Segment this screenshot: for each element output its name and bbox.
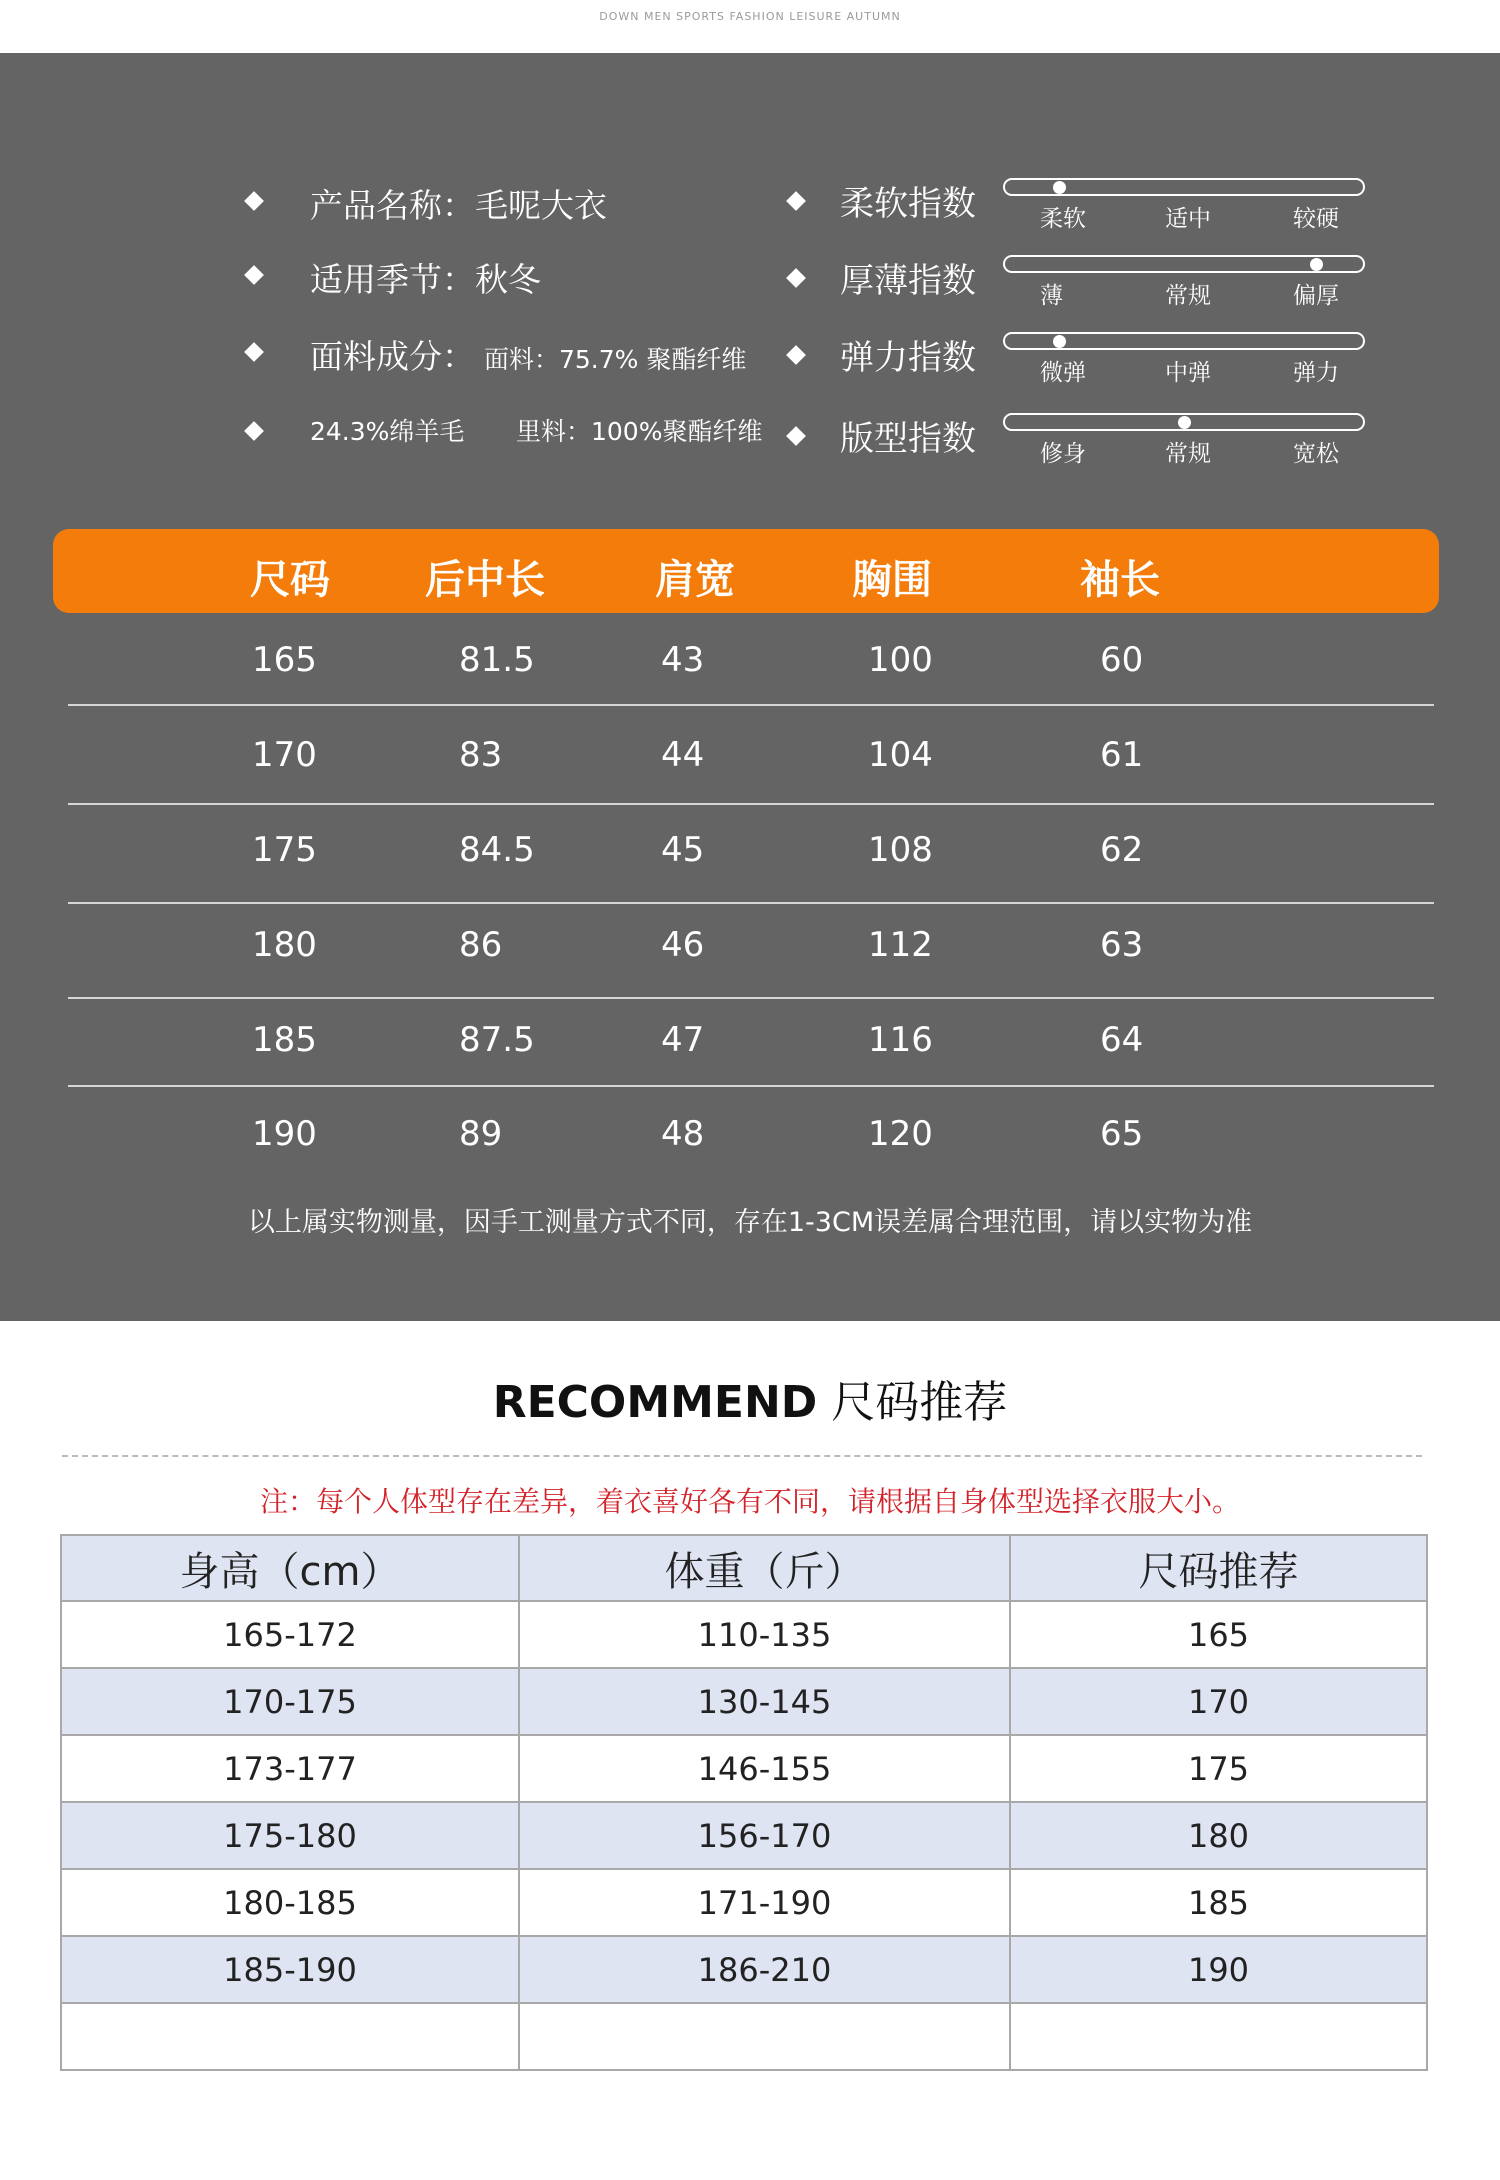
recommend-cell: 165 <box>1010 1601 1427 1668</box>
size-cell: 112 <box>868 925 933 965</box>
recommend-table <box>60 1534 1428 2071</box>
lining: 里料：100%聚酯纤维 <box>516 417 763 446</box>
recommend-cell: 180 <box>1010 1802 1427 1869</box>
season: 适用季节：秋冬 <box>310 260 541 299</box>
tagline: DOWN MEN SPORTS FASHION LEISURE AUTUMN <box>599 10 901 23</box>
slider-marker <box>1178 416 1191 429</box>
index-label: 柔软指数 <box>840 184 976 224</box>
header-weight: 体重（斤） <box>519 1535 1010 1601</box>
index-label: 厚薄指数 <box>840 261 976 301</box>
recommend-cell: 175-180 <box>61 1802 519 1869</box>
slider-tick-label: 适中 <box>1165 206 1211 232</box>
size-cell: 116 <box>868 1020 933 1060</box>
recommend-cell: 185 <box>1010 1869 1427 1936</box>
slider-marker <box>1053 181 1066 194</box>
size-cell: 43 <box>661 640 705 680</box>
recommend-row <box>61 2003 1427 2070</box>
size-cell: 64 <box>1100 1020 1144 1060</box>
slider-tick-label: 宽松 <box>1293 441 1339 467</box>
header-height: 身高（cm） <box>61 1535 519 1601</box>
row-divider <box>68 803 1434 805</box>
size-cell: 175 <box>252 830 317 870</box>
measure-note: 以上属实物测量，因手工测量方式不同，存在1-3CM误差属合理范围，请以实物为准 <box>247 1207 1253 1238</box>
recommend-title-cn: 尺码推荐 <box>831 1377 1008 1428</box>
slider-tick-label: 偏厚 <box>1293 283 1339 309</box>
recommend-cell: 190 <box>1010 1936 1427 2003</box>
size-header-cell: 后中长 <box>425 557 545 603</box>
slider-tick-label: 常规 <box>1165 283 1211 309</box>
fabric-part2: 24.3%绵羊毛 <box>310 417 465 446</box>
recommend-cell: 146-155 <box>519 1735 1010 1802</box>
fabric-part1: 面料：75.7% 聚酯纤维 <box>484 345 747 374</box>
slider-tick-label: 修身 <box>1040 441 1086 467</box>
size-header-cell: 袖长 <box>1080 557 1160 603</box>
recommend-row <box>61 1735 1427 1802</box>
recommend-cell: 170 <box>1010 1668 1427 1735</box>
recommend-cell: 110-135 <box>519 1601 1010 1668</box>
size-cell: 44 <box>661 735 705 775</box>
recommend-cell: 175 <box>1010 1735 1427 1802</box>
row-divider <box>68 902 1434 904</box>
size-cell: 46 <box>661 925 705 965</box>
size-cell: 89 <box>459 1114 503 1154</box>
recommend-cell <box>1010 2003 1427 2070</box>
index-slider <box>1003 255 1365 273</box>
index-slider <box>1003 332 1365 350</box>
recommend-cell: 165-172 <box>61 1601 519 1668</box>
slider-tick-label: 柔软 <box>1040 206 1086 232</box>
size-cell: 185 <box>252 1020 317 1060</box>
recommend-row <box>61 1936 1427 2003</box>
size-cell: 100 <box>868 640 933 680</box>
divider <box>62 1455 1422 1457</box>
row-divider <box>68 997 1434 999</box>
size-info-panel <box>0 53 1500 1321</box>
recommend-cell: 180-185 <box>61 1869 519 1936</box>
size-cell: 48 <box>661 1114 705 1154</box>
recommend-note: 注：每个人体型存在差异，着衣喜好各有不同，请根据自身体型选择衣服大小。 <box>259 1485 1240 1518</box>
recommend-cell: 186-210 <box>519 1936 1010 2003</box>
size-cell: 65 <box>1100 1114 1144 1154</box>
recommend-title-en: RECOMMEND <box>492 1377 818 1428</box>
header-size: 尺码推荐 <box>1010 1535 1427 1601</box>
recommend-row <box>61 1668 1427 1735</box>
row-divider <box>68 1085 1434 1087</box>
index-slider <box>1003 413 1365 431</box>
size-cell: 87.5 <box>459 1020 535 1060</box>
recommend-cell: 185-190 <box>61 1936 519 2003</box>
size-cell: 120 <box>868 1114 933 1154</box>
size-cell: 104 <box>868 735 933 775</box>
size-cell: 190 <box>252 1114 317 1154</box>
size-header-cell: 胸围 <box>852 557 932 603</box>
size-cell: 63 <box>1100 925 1144 965</box>
size-cell: 170 <box>252 735 317 775</box>
recommend-cell: 156-170 <box>519 1802 1010 1869</box>
product-name: 产品名称：毛呢大衣 <box>310 186 607 225</box>
size-cell: 45 <box>661 830 705 870</box>
recommend-row <box>61 1802 1427 1869</box>
slider-tick-label: 较硬 <box>1293 206 1339 232</box>
slider-tick-label: 微弹 <box>1040 360 1086 386</box>
recommend-title <box>0 1366 1500 1430</box>
size-cell: 62 <box>1100 830 1144 870</box>
size-cell: 47 <box>661 1020 705 1060</box>
size-cell: 86 <box>459 925 503 965</box>
row-divider <box>68 704 1434 706</box>
size-cell: 81.5 <box>459 640 535 680</box>
size-header-cell: 肩宽 <box>655 557 735 603</box>
size-cell: 108 <box>868 830 933 870</box>
index-label: 弹力指数 <box>840 338 976 378</box>
index-label: 版型指数 <box>840 419 976 459</box>
size-cell: 61 <box>1100 735 1144 775</box>
slider-marker <box>1310 258 1323 271</box>
recommend-cell: 173-177 <box>61 1735 519 1802</box>
recommend-cell <box>61 2003 519 2070</box>
slider-marker <box>1053 335 1066 348</box>
size-cell: 60 <box>1100 640 1144 680</box>
index-slider <box>1003 178 1365 196</box>
recommend-cell: 170-175 <box>61 1668 519 1735</box>
size-cell: 83 <box>459 735 503 775</box>
recommend-cell: 130-145 <box>519 1668 1010 1735</box>
size-header-cell: 尺码 <box>250 557 330 603</box>
slider-tick-label: 薄 <box>1040 283 1063 309</box>
size-cell: 84.5 <box>459 830 535 870</box>
size-cell: 165 <box>252 640 317 680</box>
recommend-cell: 171-190 <box>519 1869 1010 1936</box>
fabric-label: 面料成分： <box>310 337 475 376</box>
slider-tick-label: 常规 <box>1165 441 1211 467</box>
recommend-row <box>61 1869 1427 1936</box>
slider-tick-label: 弹力 <box>1293 360 1339 386</box>
recommend-cell <box>519 2003 1010 2070</box>
recommend-row <box>61 1601 1427 1668</box>
size-cell: 180 <box>252 925 317 965</box>
slider-tick-label: 中弹 <box>1165 360 1211 386</box>
